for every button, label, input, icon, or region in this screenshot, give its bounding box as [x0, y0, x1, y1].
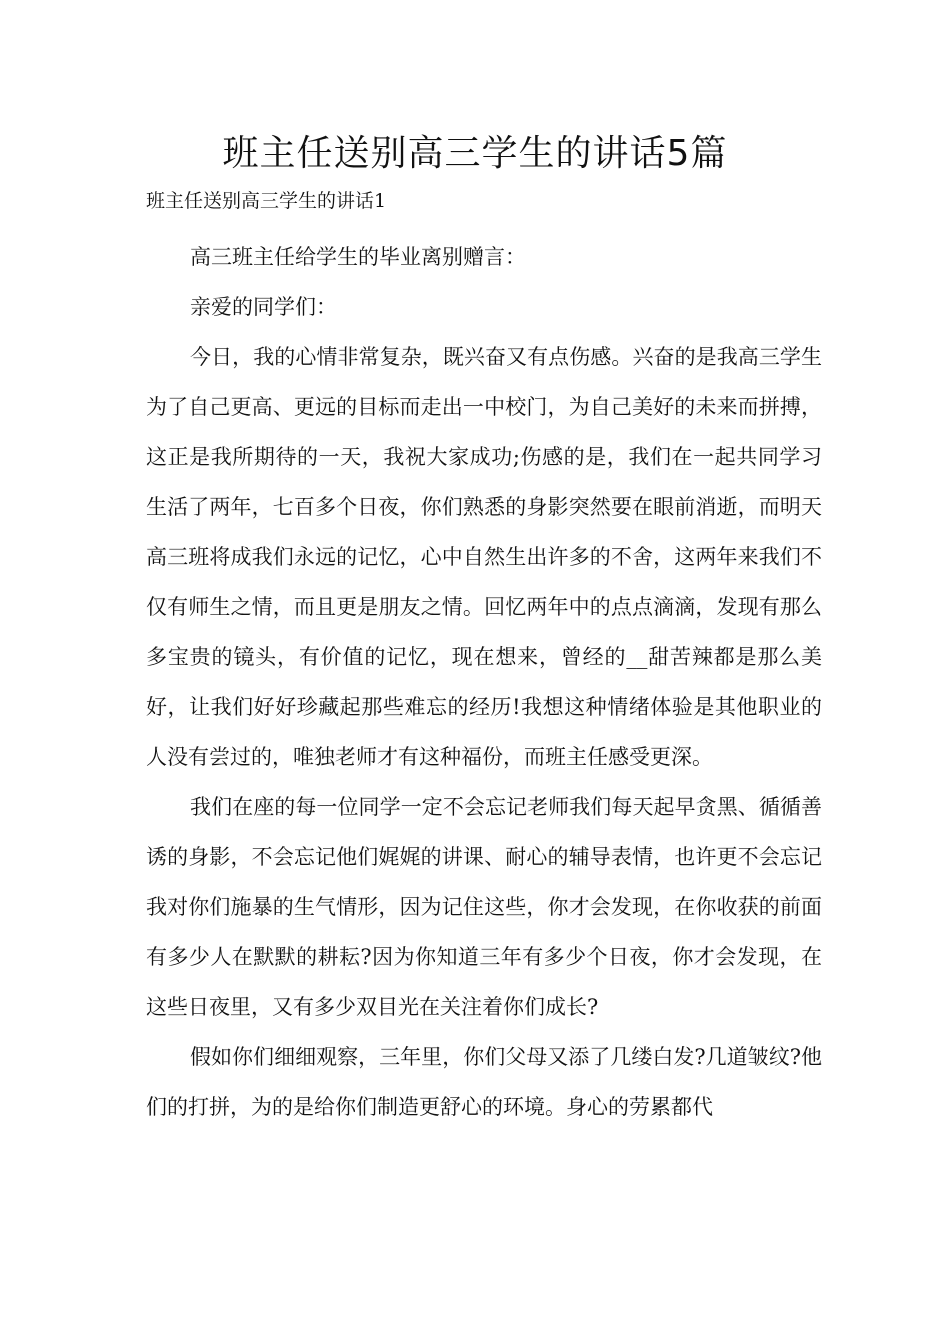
document-body	[146, 232, 822, 1132]
paragraph-salutation: 亲爱的同学们：	[190, 295, 337, 319]
paragraph-body-2: 我们在座的每一位同学一定不会忘记老师我们每天起早贪黑、循循善诱的身影，不会忘记他们娓娓的讲课、耐心的辅导表情，也许更不会忘记我对你们施暴的生气情形，因为记住这些，你才会发现，在你收获的前面有多少人在默默的耕耘?因为你知道三年有多少个日夜，你才会发现，在这些日夜里，又有多少双目光在关注着你们成长?	[146, 795, 822, 1019]
document-title: 班主任送别高三学生的讲话5篇	[222, 133, 728, 174]
section-heading: 班主任送别高三学生的讲话1	[146, 190, 387, 212]
paragraph-body-1: 今日，我的心情非常复杂，既兴奋又有点伤感。兴奋的是我高三学生为了自己更高、更远的目标而走出一中校门，为自己美好的未来而拼搏，这正是我所期待的一天，我祝大家成功;伤感的是，我们在一起共同学习生活了两年，七百多个日夜，你们熟悉的身影突然要在眼前消逝，而明天高三班将成我们永远的记忆，心中自然生出许多的不舍，这两年来我们不仅有师生之情，而且更是朋友之情。回忆两年中的点点滴滴，发现有那么多宝贵的镜头，有价值的记忆，现在想来，曾经的__甜苦辣都是那么美好，让我们好好珍藏起那些难忘的经历!我想这种情绪体验是其他职业的人没有尝过的，唯独老师才有这种福份，而班主任感受更深。	[146, 345, 822, 769]
paragraph-greeting-intro: 高三班主任给学生的毕业离别赠言：	[190, 245, 526, 269]
paragraph-body-3: 假如你们细细观察，三年里，你们父母又添了几缕白发?几道皱纹?他们的打拼，为的是给你们制造更舒心的环境。身心的劳累都代	[146, 1045, 822, 1119]
